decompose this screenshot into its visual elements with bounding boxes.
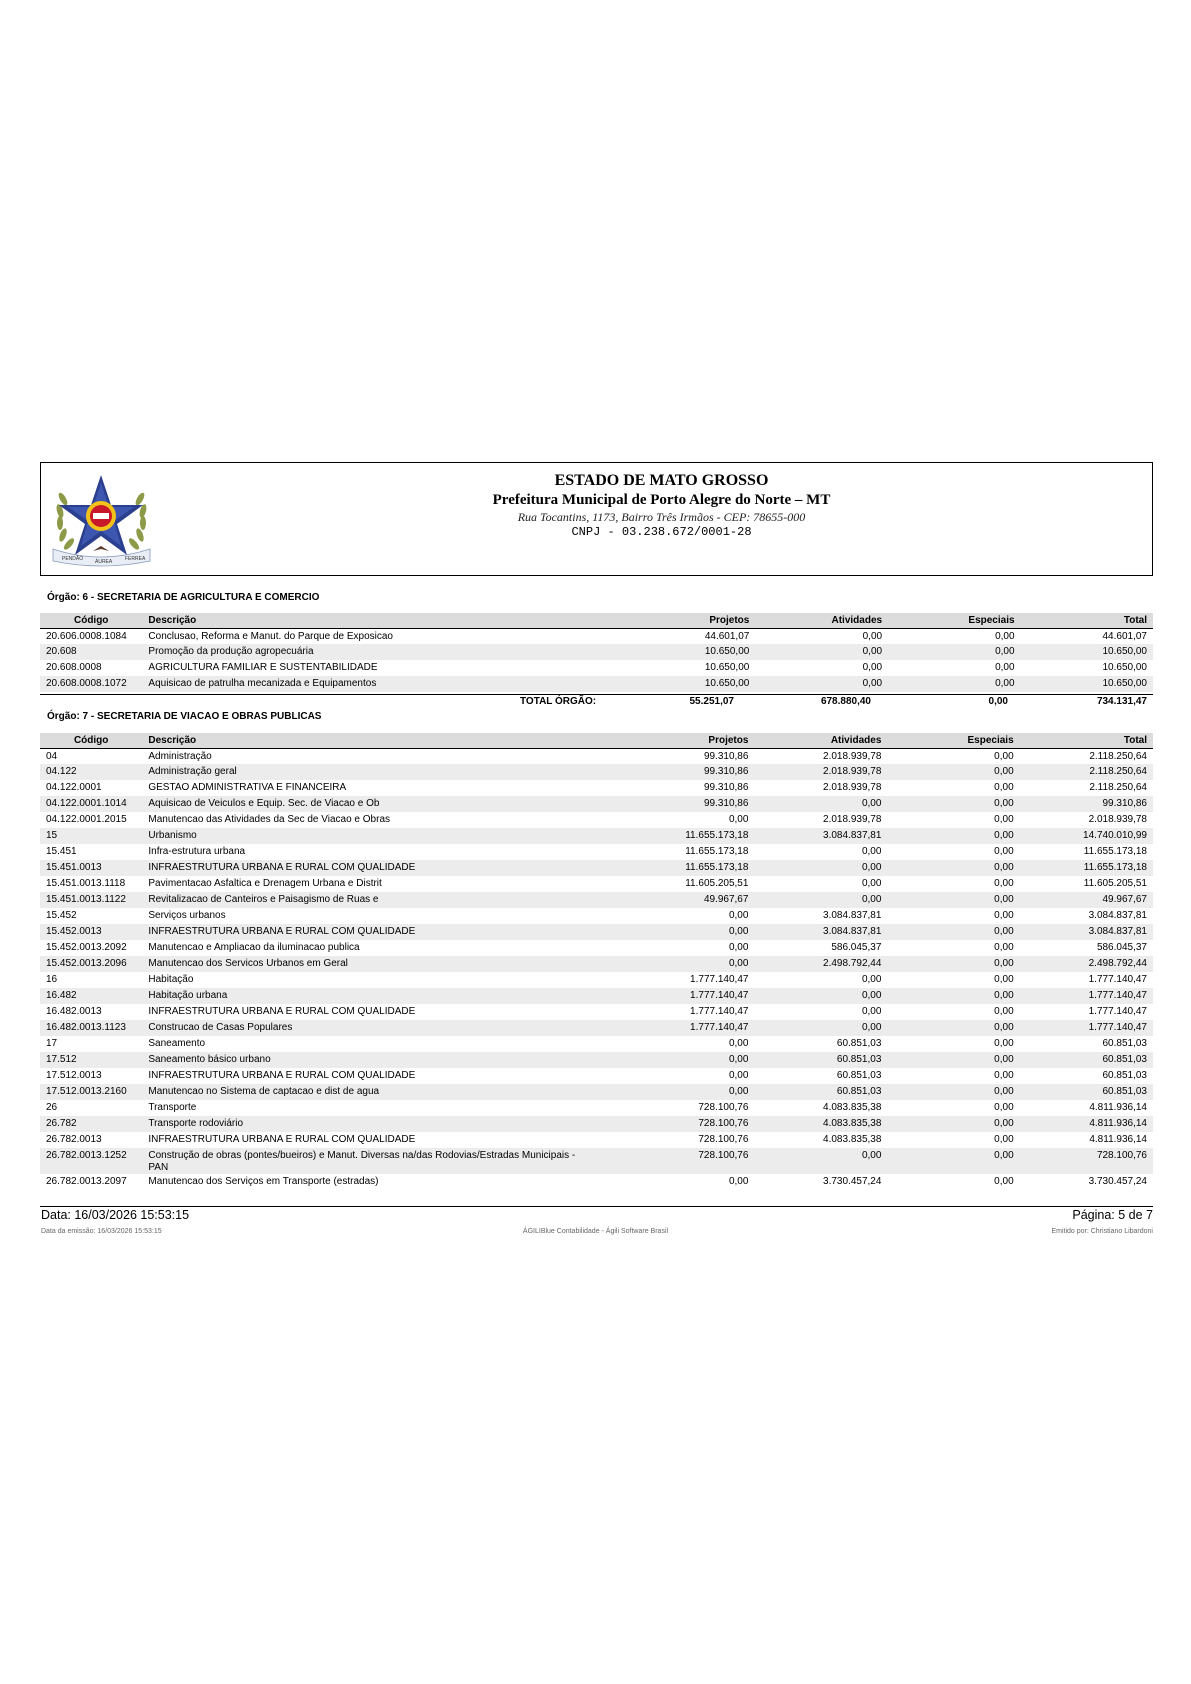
cell-projetos: 10.650,00 xyxy=(601,644,755,660)
cell-descricao: GESTAO ADMINISTRATIVA E FINANCEIRA xyxy=(148,782,347,793)
table-row xyxy=(40,844,1153,860)
cell-descricao: Infra-estrutura urbana xyxy=(148,846,246,857)
table-header-row xyxy=(40,733,1153,748)
cell-especiais: 0,00 xyxy=(994,942,1014,953)
cell-descricao: INFRAESTRUTURA URBANA E RURAL COM QUALIDADE xyxy=(148,1070,416,1081)
cell-atividades: 2.018.939,78 xyxy=(754,764,887,780)
cell-codigo: 15 xyxy=(40,828,142,844)
cell-especiais: 0,00 xyxy=(887,828,1019,844)
cell-total: 586.045,37 xyxy=(1096,942,1147,953)
table-row xyxy=(40,956,1153,972)
cell-codigo: 26.782 xyxy=(40,1116,142,1132)
orgao-6-table xyxy=(40,613,1153,692)
cell-especiais: 0,00 xyxy=(887,988,1019,1004)
state-title: ESTADO DE MATO GROSSO xyxy=(554,472,769,489)
cell-projetos: 0,00 xyxy=(728,942,749,953)
cell-atividades: 3.084.837,81 xyxy=(823,910,882,921)
orgao-6-total-row xyxy=(40,694,1153,708)
table-row xyxy=(40,1116,1153,1132)
cell-descricao: Habitação urbana xyxy=(142,988,599,1004)
table-row xyxy=(40,676,1153,692)
cell-atividades: 0,00 xyxy=(861,974,882,985)
cell-projetos: 728.100,76 xyxy=(698,1102,749,1113)
cell-codigo: 15.451 xyxy=(46,846,77,857)
emission-date: Data da emissão: 16/03/2026 15:53:15 xyxy=(41,1228,162,1235)
cell-codigo: 04.122 xyxy=(40,764,142,780)
table-row xyxy=(40,748,1153,764)
cell-total: 3.084.837,81 xyxy=(1020,924,1153,940)
cell-total: 60.851,03 xyxy=(1102,1070,1147,1081)
cell-codigo: 04.122.0001 xyxy=(46,782,102,793)
cell-especiais: 0,00 xyxy=(995,630,1015,642)
cell-total: 1.777.140,47 xyxy=(1020,988,1153,1004)
cell-total: 60.851,03 xyxy=(1020,1052,1153,1068)
table-row xyxy=(40,628,1153,644)
cell-codigo: 26.782.0013.1252 xyxy=(40,1148,142,1174)
cell-especiais: 0,00 xyxy=(888,644,1020,660)
cell-total: 10.650,00 xyxy=(1021,676,1153,692)
cell-especiais: 0,00 xyxy=(887,1052,1019,1068)
cell-codigo: 20.608.0008 xyxy=(46,662,102,673)
col-projetos: Projetos xyxy=(600,733,755,748)
cell-codigo: 20.608.0008.1072 xyxy=(40,676,142,692)
cell-projetos: 11.655.173,18 xyxy=(685,846,749,857)
cell-descricao: Urbanismo xyxy=(142,828,599,844)
cell-projetos: 728.100,76 xyxy=(698,1134,749,1145)
col-total: Total xyxy=(1020,733,1153,748)
cell-descricao: Promoção da produção agropecuária xyxy=(142,644,601,660)
table-row xyxy=(40,1148,1153,1174)
cell-descricao: INFRAESTRUTURA URBANA E RURAL COM QUALIDADE xyxy=(148,1006,416,1017)
cell-total: 60.851,03 xyxy=(1020,1084,1153,1100)
cell-descricao: Pavimentacao Asfaltica e Drenagem Urbana e Distrit xyxy=(148,878,382,889)
cell-especiais: 0,00 xyxy=(994,1102,1014,1113)
table-row xyxy=(40,1020,1153,1036)
cell-descricao: Manutencao dos Serviços em Transporte (estradas) xyxy=(148,1176,379,1187)
cell-especiais: 0,00 xyxy=(994,846,1014,857)
cell-projetos: 1.777.140,47 xyxy=(690,1006,749,1017)
cell-descricao: Transporte xyxy=(148,1102,197,1113)
cell-atividades: 2.018.939,78 xyxy=(823,814,882,825)
cell-projetos: 0,00 xyxy=(600,1052,755,1068)
cell-codigo: 20.608 xyxy=(40,644,142,660)
table-row xyxy=(40,876,1153,892)
cell-atividades: 0,00 xyxy=(754,1020,887,1036)
col-atividades: Atividades xyxy=(754,733,887,748)
cell-especiais: 0,00 xyxy=(994,782,1014,793)
table-row xyxy=(40,764,1153,780)
cell-codigo: 17.512 xyxy=(40,1052,142,1068)
cell-especiais: 0,00 xyxy=(994,1176,1014,1187)
cell-especiais: 0,00 xyxy=(887,956,1019,972)
cell-codigo: 15.452.0013 xyxy=(40,924,142,940)
cell-descricao: Conclusao, Reforma e Manut. do Parque de Exposicao xyxy=(148,630,393,642)
cnpj: CNPJ - 03.238.672/0001-28 xyxy=(571,525,752,539)
cell-projetos: 0,00 xyxy=(600,924,755,940)
cell-projetos: 99.310,86 xyxy=(703,750,749,762)
table-row xyxy=(40,972,1153,988)
cell-descricao: Revitalizacao de Canteiros e Paisagismo de Ruas e xyxy=(142,892,599,908)
cell-atividades: 0,00 xyxy=(861,846,882,857)
cell-codigo: 15.451.0013.1118 xyxy=(46,878,126,889)
cell-projetos: 728.100,76 xyxy=(600,1148,755,1174)
cell-descricao: Transporte rodoviário xyxy=(142,1116,599,1132)
cell-atividades: 0,00 xyxy=(861,878,882,889)
cell-codigo: 15.452.0013.2096 xyxy=(40,956,142,972)
cell-atividades: 60.851,03 xyxy=(836,1070,882,1081)
cell-codigo: 15.451.0013.1122 xyxy=(40,892,142,908)
cell-projetos: 1.777.140,47 xyxy=(690,974,749,985)
cell-total: 4.811.936,14 xyxy=(1089,1102,1147,1113)
cell-descricao: Manutencao das Atividades da Sec de Viacao e Obras xyxy=(148,814,390,825)
cell-codigo: 16.482 xyxy=(40,988,142,1004)
cell-atividades: 60.851,03 xyxy=(754,1084,887,1100)
orgao-6-title: Órgão: 6 - SECRETARIA DE AGRICULTURA E COMERCIO xyxy=(47,592,320,603)
cell-codigo: 04 xyxy=(46,750,58,762)
svg-text:ÁUREA: ÁUREA xyxy=(95,559,113,565)
cell-descricao: Construcao de Casas Populares xyxy=(142,1020,599,1036)
cell-descricao: Manutencao dos Servicos Urbanos em Geral xyxy=(142,956,599,972)
cell-total: 1.777.140,47 xyxy=(1088,1006,1147,1017)
cell-total: 11.605.205,51 xyxy=(1083,878,1147,889)
cell-total: 11.655.173,18 xyxy=(1020,860,1153,876)
cell-descricao: Manutencao e Ampliacao da iluminacao publica xyxy=(148,942,360,953)
svg-text:PENDÃO: PENDÃO xyxy=(62,556,84,562)
cell-total: 49.967,67 xyxy=(1020,892,1153,908)
cell-projetos: 49.967,67 xyxy=(600,892,755,908)
cell-codigo: 20.606.0008.1084 xyxy=(46,630,127,642)
cell-especiais: 0,00 xyxy=(887,860,1019,876)
cell-codigo: 17.512.0013.2160 xyxy=(40,1084,142,1100)
cell-especiais: 0,00 xyxy=(994,974,1014,985)
cell-descricao: Administração geral xyxy=(142,764,599,780)
cell-especiais: 0,00 xyxy=(888,676,1020,692)
col-descricao: Descrição xyxy=(142,733,599,748)
table-row xyxy=(40,1132,1153,1148)
cell-atividades: 2.498.792,44 xyxy=(754,956,887,972)
cell-atividades: 0,00 xyxy=(754,892,887,908)
cell-atividades: 60.851,03 xyxy=(754,1052,887,1068)
cell-codigo: 15.452 xyxy=(46,910,77,921)
total-atividades: 678.880,40 xyxy=(820,696,871,707)
address: Rua Tocantins, 1173, Bairro Três Irmãos - CEP: 78655-000 xyxy=(517,510,806,524)
col-total: Total xyxy=(1021,613,1153,628)
cell-especiais: 0,00 xyxy=(887,1020,1019,1036)
cell-descricao: Construção de obras (pontes/bueiros) e Manut. Diversas na/das Rodovias/Estradas Municipais - PAN xyxy=(142,1148,599,1174)
table-row xyxy=(40,1068,1153,1084)
table-row xyxy=(40,644,1153,660)
cell-projetos: 10.650,00 xyxy=(704,662,750,673)
table-row xyxy=(40,1174,1153,1190)
cell-descricao: Manutencao no Sistema de captacao e dist de agua xyxy=(142,1084,599,1100)
cell-especiais: 0,00 xyxy=(887,1116,1019,1132)
cell-especiais: 0,00 xyxy=(994,1006,1014,1017)
cell-especiais: 0,00 xyxy=(994,1070,1014,1081)
cell-atividades: 0,00 xyxy=(755,644,888,660)
cell-atividades: 0,00 xyxy=(755,676,888,692)
cell-projetos: 11.605.205,51 xyxy=(685,878,749,889)
cell-codigo: 17 xyxy=(46,1038,58,1049)
cell-projetos: 1.777.140,47 xyxy=(600,1020,755,1036)
cell-atividades: 0,00 xyxy=(754,988,887,1004)
cell-especiais: 0,00 xyxy=(887,1084,1019,1100)
cell-descricao: INFRAESTRUTURA URBANA E RURAL COM QUALIDADE xyxy=(148,1134,416,1145)
cell-projetos: 99.310,86 xyxy=(703,782,749,793)
table-row xyxy=(40,988,1153,1004)
cell-especiais: 0,00 xyxy=(887,924,1019,940)
cell-atividades: 0,00 xyxy=(754,796,887,812)
emitted-by: Emitido por: Christiano Libardoni xyxy=(1051,1228,1153,1235)
table-row xyxy=(40,1004,1153,1020)
software-credit: ÁGILIBlue Contabilidade - Ágili Software Brasil xyxy=(522,1228,669,1235)
cell-especiais: 0,00 xyxy=(994,1134,1014,1145)
cell-especiais: 0,00 xyxy=(994,1038,1014,1049)
prefeitura-title: Prefeitura Municipal de Porto Alegre do Norte – MT xyxy=(492,492,831,508)
cell-atividades: 3.730.457,24 xyxy=(823,1176,882,1187)
cell-total: 4.811.936,14 xyxy=(1089,1134,1147,1145)
cell-total: 10.650,00 xyxy=(1021,644,1153,660)
cell-especiais: 0,00 xyxy=(994,750,1014,762)
cell-total: 1.777.140,47 xyxy=(1088,974,1147,985)
cell-codigo: 26.782.0013 xyxy=(46,1134,102,1145)
cell-projetos: 728.100,76 xyxy=(600,1116,755,1132)
col-codigo: Código xyxy=(40,613,142,628)
col-especiais: Especiais xyxy=(888,613,1020,628)
cell-projetos: 11.655.173,18 xyxy=(600,860,755,876)
cell-descricao: Saneamento xyxy=(148,1038,206,1049)
cell-atividades: 4.083.835,38 xyxy=(823,1134,882,1145)
cell-codigo: 16 xyxy=(46,974,58,985)
table-header-row xyxy=(40,613,1153,628)
cell-total: 10.650,00 xyxy=(1102,662,1147,673)
cell-total: 60.851,03 xyxy=(1102,1038,1147,1049)
cell-atividades: 0,00 xyxy=(862,630,883,642)
cell-codigo: 04.122.0001.1014 xyxy=(40,796,142,812)
table-row xyxy=(40,660,1153,676)
cell-especiais: 0,00 xyxy=(994,878,1014,889)
letterhead xyxy=(40,462,1153,576)
cell-total: 2.018.939,78 xyxy=(1088,814,1147,825)
cell-atividades: 4.083.835,38 xyxy=(754,1116,887,1132)
table-row xyxy=(40,940,1153,956)
cell-projetos: 99.310,86 xyxy=(600,764,755,780)
cell-descricao: AGRICULTURA FAMILIAR E SUSTENTABILIDADE xyxy=(148,662,378,673)
cell-codigo: 04.122.0001.2015 xyxy=(46,814,127,825)
cell-atividades: 4.083.835,38 xyxy=(823,1102,882,1113)
cell-especiais: 0,00 xyxy=(887,1148,1019,1174)
table-row xyxy=(40,1084,1153,1100)
total-label: TOTAL ÓRGÃO: xyxy=(520,696,597,707)
cell-descricao: Aquisicao de Veiculos e Equip. Sec. de Viacao e Ob xyxy=(142,796,599,812)
cell-atividades: 0,00 xyxy=(754,1148,887,1174)
table-row xyxy=(40,780,1153,796)
footer-date: Data: 16/03/2026 15:53:15 xyxy=(41,1208,190,1222)
col-especiais: Especiais xyxy=(887,733,1019,748)
cell-total: 2.118.250,64 xyxy=(1020,764,1153,780)
cell-atividades: 3.084.837,81 xyxy=(754,828,887,844)
orgao-7-title: Órgão: 7 - SECRETARIA DE VIACAO E OBRAS PUBLICAS xyxy=(47,711,322,722)
cell-total: 14.740.010,99 xyxy=(1020,828,1153,844)
cell-projetos: 0,00 xyxy=(728,814,749,825)
cell-total: 728.100,76 xyxy=(1020,1148,1153,1174)
cell-descricao: Aquisicao de patrulha mecanizada e Equipamentos xyxy=(142,676,601,692)
cell-projetos: 99.310,86 xyxy=(600,796,755,812)
cell-atividades: 0,00 xyxy=(862,662,883,673)
cell-projetos: 0,00 xyxy=(728,910,749,921)
cell-codigo: 16.482.0013.1123 xyxy=(40,1020,142,1036)
cell-atividades: 586.045,37 xyxy=(831,942,882,953)
cell-total: 3.730.457,24 xyxy=(1088,1176,1147,1187)
cell-descricao: Serviços urbanos xyxy=(148,910,226,921)
cell-especiais: 0,00 xyxy=(887,796,1019,812)
cell-projetos: 0,00 xyxy=(600,956,755,972)
table-row xyxy=(40,924,1153,940)
footer-divider xyxy=(40,1206,1153,1207)
table-row xyxy=(40,908,1153,924)
table-row xyxy=(40,1036,1153,1052)
cell-especiais: 0,00 xyxy=(887,764,1019,780)
orgao-7-table xyxy=(40,733,1153,1190)
col-projetos: Projetos xyxy=(601,613,755,628)
cell-total: 11.655.173,18 xyxy=(1083,846,1147,857)
cell-total: 44.601,07 xyxy=(1102,630,1147,642)
cell-projetos: 0,00 xyxy=(728,1038,749,1049)
table-row xyxy=(40,828,1153,844)
cell-descricao: Saneamento básico urbano xyxy=(142,1052,599,1068)
table-row xyxy=(40,1052,1153,1068)
cell-codigo: 26.782.0013.2097 xyxy=(46,1176,127,1187)
cell-atividades: 2.018.939,78 xyxy=(823,750,882,762)
cell-descricao: Habitação xyxy=(148,974,194,985)
cell-projetos: 0,00 xyxy=(728,1070,749,1081)
cell-especiais: 0,00 xyxy=(887,892,1019,908)
table-row xyxy=(40,796,1153,812)
cell-codigo: 15.452.0013.2092 xyxy=(46,942,127,953)
cell-especiais: 0,00 xyxy=(994,910,1014,921)
cell-codigo: 17.512.0013 xyxy=(46,1070,102,1081)
cell-descricao: Administração xyxy=(148,750,212,762)
table-row xyxy=(40,860,1153,876)
cell-especiais: 0,00 xyxy=(994,814,1014,825)
cell-descricao: INFRAESTRUTURA URBANA E RURAL COM QUALIDADE xyxy=(142,924,599,940)
table-row xyxy=(40,812,1153,828)
total-total: 734.131,47 xyxy=(1096,696,1147,707)
cell-atividades: 0,00 xyxy=(754,860,887,876)
cell-total: 3.084.837,81 xyxy=(1088,910,1147,921)
cell-atividades: 3.084.837,81 xyxy=(754,924,887,940)
cell-total: 2.498.792,44 xyxy=(1020,956,1153,972)
cell-total: 99.310,86 xyxy=(1020,796,1153,812)
cell-projetos: 1.777.140,47 xyxy=(600,988,755,1004)
page-indicator: Página: 5 de 7 xyxy=(1072,1208,1153,1222)
col-descricao: Descrição xyxy=(142,613,601,628)
col-atividades: Atividades xyxy=(755,613,888,628)
total-projetos: 55.251,07 xyxy=(689,696,734,707)
cell-total: 2.118.250,64 xyxy=(1089,750,1147,762)
cell-projetos: 11.655.173,18 xyxy=(600,828,755,844)
cell-codigo: 15.451.0013 xyxy=(40,860,142,876)
svg-text:FERREA: FERREA xyxy=(125,556,146,562)
cell-codigo: 26 xyxy=(46,1102,58,1113)
cell-descricao: INFRAESTRUTURA URBANA E RURAL COM QUALIDADE xyxy=(142,860,599,876)
cell-atividades: 60.851,03 xyxy=(836,1038,882,1049)
cell-projetos: 10.650,00 xyxy=(601,676,755,692)
cell-projetos: 44.601,07 xyxy=(704,630,750,642)
cell-atividades: 0,00 xyxy=(861,1006,882,1017)
cell-atividades: 2.018.939,78 xyxy=(823,782,882,793)
cell-codigo: 16.482.0013 xyxy=(46,1006,102,1017)
cell-total: 2.118.250,64 xyxy=(1089,782,1147,793)
table-row xyxy=(40,892,1153,908)
cell-total: 4.811.936,14 xyxy=(1020,1116,1153,1132)
cell-projetos: 0,00 xyxy=(728,1176,749,1187)
table-row xyxy=(40,1100,1153,1116)
cell-especiais: 0,00 xyxy=(995,662,1015,673)
cell-projetos: 0,00 xyxy=(600,1084,755,1100)
total-especiais: 0,00 xyxy=(988,696,1008,707)
cell-total: 1.777.140,47 xyxy=(1020,1020,1153,1036)
col-codigo: Código xyxy=(40,733,142,748)
